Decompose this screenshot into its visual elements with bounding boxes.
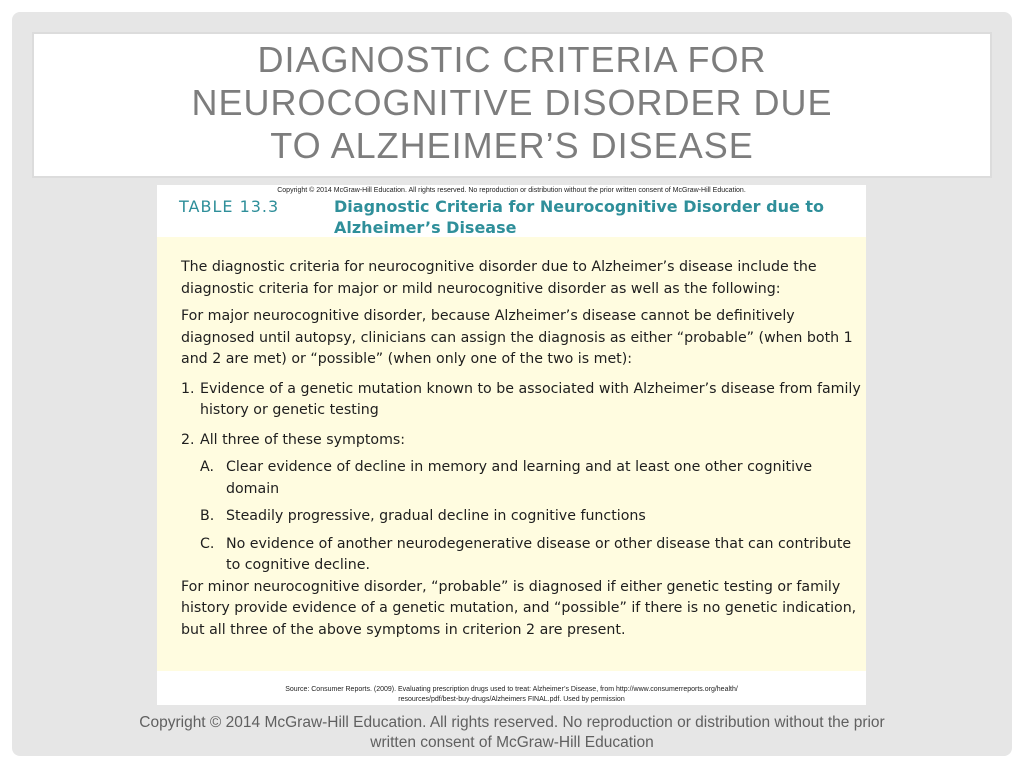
slide-title [32,38,992,167]
table-title: Diagnostic Criteria for Neurocognitive Disorder due to Alzheimer’s Disease [334,197,825,237]
symptom-letter: B. [200,508,215,524]
major-disorder-text: For major neurocognitive disorder, because Alzheimer’s disease cannot be definitively diagnosed until autopsy, clinicians can assign the diagnosis as either “probable” (when both 1 and 2 are met) or “possible” (when only one of the two is met): [181,308,853,367]
slide-title-line: NEUROCOGNITIVE DISORDER DUE [191,82,833,123]
criterion-item [181,379,861,422]
symptom-letter: C. [200,535,215,552]
criterion-number: 2. [181,431,195,448]
symptom-item [200,534,861,577]
criterion-text: Evidence of a genetic mutation known to be associated with Alzheimer’s disease from family history or genetic testing [200,380,861,418]
table-source-line: Source: Consumer Reports. (2009). Evaluating prescription drugs used to treat: Alzheimer’s Disease, from http://www.consumerreports.org/health/ [285,686,738,693]
criterion-number: 1. [181,380,195,397]
table-image [157,185,866,705]
criteria-intro: The diagnostic criteria for neurocognitive disorder due to Alzheimer’s disease include the diagnostic criteria for major or mild neurocognitive disorder as well as the following: [181,259,817,297]
slide-footer [40,713,984,753]
symptom-text: Clear evidence of decline in memory and learning and at least one other cognitive domain [226,459,813,497]
symptom-item [200,506,861,528]
footer-line: written consent of McGraw-Hill Education [370,734,654,751]
symptom-text: No evidence of another neurodegenerative disease or other disease that can contribute to cognitive decline. [226,535,852,573]
table-number: TABLE 13.3 [179,197,280,216]
slide-title-line: DIAGNOSTIC CRITERIA FOR [257,39,767,80]
symptom-item [200,457,861,500]
symptom-text: Steadily progressive, gradual decline in cognitive functions [226,508,646,524]
table-body [181,257,861,647]
footer-line: Copyright © 2014 McGraw-Hill Education. All rights reserved. No reproduction or distribution without the prior [139,714,885,731]
table-source [157,685,866,705]
slide-title-line: TO ALZHEIMER’S DISEASE [270,125,754,166]
criterion-text: All three of these symptoms: [200,431,406,448]
minor-disorder-text: For minor neurocognitive disorder, “probable” is diagnosed if either genetic testing or family history provide evidence of a genetic mutation, and “possible” if there is no genetic indication, but all three of the above symptoms in criterion 2 are present. [181,578,857,638]
table-source-line: resources/pdf/best-buy-drugs/Alzheimers FINAL.pdf. Used by permission [398,696,625,703]
criterion-item [181,430,861,452]
table-copyright: Copyright © 2014 McGraw-Hill Education. All rights reserved. No reproduction or distribution without the prior written consent of McGraw-Hill Education. [277,187,746,194]
symptom-letter: A. [200,459,214,475]
